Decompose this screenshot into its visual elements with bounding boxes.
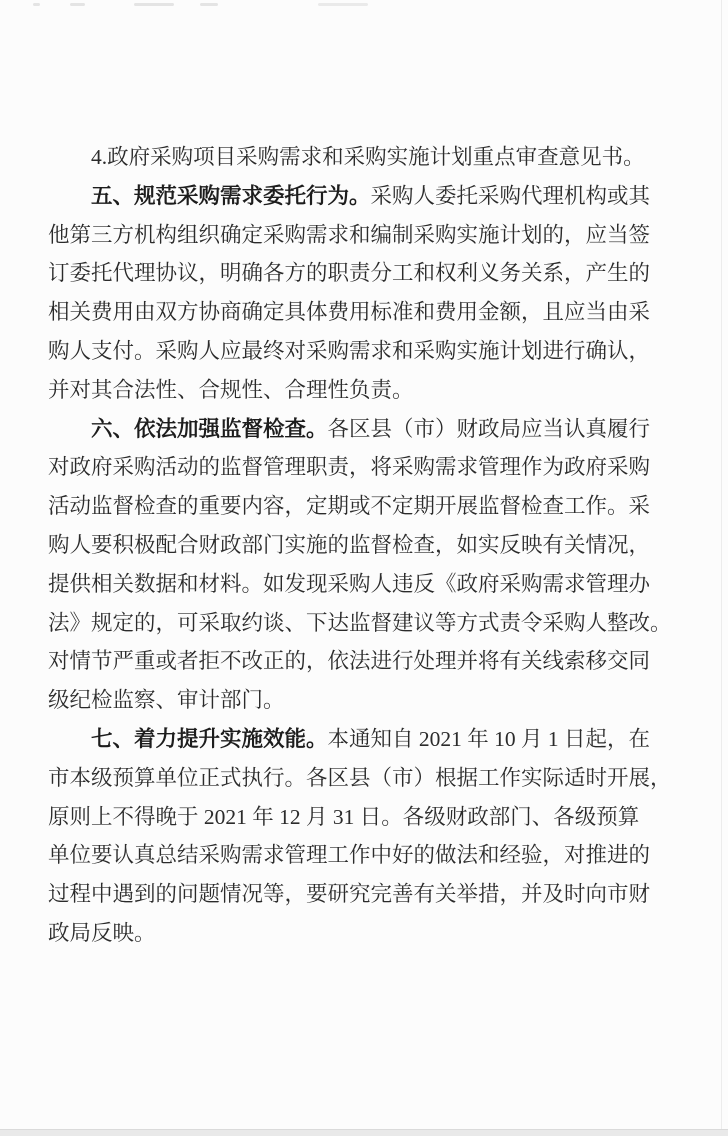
scan-smudge: [33, 3, 40, 6]
page-right-edge: [721, 0, 722, 1136]
text-line: [48, 254, 664, 293]
scan-smudge: [318, 3, 368, 6]
body-text: 订委托代理协议，明确各方的职责分工和权利义务关系，产生的: [48, 261, 651, 286]
section-heading: 五、规范采购需求委托行为。: [91, 183, 371, 209]
body-text: 相关费用由双方协商确定具体费用标准和费用金额，且应当由采: [48, 300, 651, 325]
section-heading: 六、依法加强监督检查。: [91, 416, 328, 442]
text-line: [48, 604, 672, 643]
text-line: [48, 138, 664, 177]
body-text: 4.政府采购项目采购需求和采购实施计划重点审查意见书。: [91, 145, 645, 169]
document-body: [48, 138, 672, 953]
body-text: 过程中遇到的问题情况等，要研究完善有关举措，并及时向市财: [48, 882, 651, 907]
text-line: [48, 642, 664, 681]
body-text: 各区县（市）财政局应当认真履行: [327, 416, 651, 441]
text-line: [48, 759, 672, 798]
text-line: [48, 875, 664, 914]
text-line: [48, 410, 664, 449]
text-line: [48, 216, 664, 255]
body-text: 购人支付。采购人应最终对采购需求和采购实施计划进行确认，: [48, 338, 651, 363]
scan-smudge: [200, 3, 218, 6]
text-line: [48, 836, 664, 875]
body-text: 他第三方机构组织确定采购需求和编制采购实施计划的，应当签: [48, 222, 651, 247]
body-text: 原则上不得晚于 2021 年 12 月 31 日。各级财政部门、各级预算: [48, 804, 640, 829]
text-line: [48, 565, 664, 604]
text-line: [48, 526, 664, 565]
text-line: [48, 293, 664, 332]
text-line: [48, 332, 664, 371]
body-text: 采购人委托采购代理机构或其: [370, 183, 651, 208]
page-edge-shadow: [0, 1129, 728, 1136]
body-text: 法》规定的，可采取约谈、下达监督建议等方式责令采购人整改。: [48, 610, 672, 635]
text-line: [48, 371, 664, 410]
text-line: [48, 914, 664, 953]
body-text: 对政府采购活动的监督管理职责，将采购需求管理作为政府采购: [48, 455, 651, 480]
body-text: 提供相关数据和材料。如发现采购人违反《政府采购需求管理办: [48, 571, 651, 596]
section-heading: 七、着力提升实施效能。: [91, 726, 328, 752]
text-line: [48, 798, 664, 837]
body-text: 活动监督检查的重要内容，定期或不定期开展监督检查工作。采: [48, 494, 651, 519]
body-text: 对情节严重或者拒不改正的，依法进行处理并将有关线索移交同: [48, 649, 651, 674]
body-text: 市本级预算单位正式执行。各区县（市）根据工作实际适时开展，: [48, 765, 672, 790]
text-line: [48, 177, 664, 216]
text-line: [48, 720, 664, 759]
body-text: 政局反映。: [48, 920, 156, 945]
scan-smudge: [134, 3, 174, 6]
body-text: 并对其合法性、合规性、合理性负责。: [48, 377, 414, 402]
scan-smudge: [70, 3, 85, 6]
body-text: 单位要认真总结采购需求管理工作中好的做法和经验，对推进的: [48, 843, 651, 868]
text-line: [48, 448, 664, 487]
body-text: 级纪检监察、审计部门。: [48, 688, 285, 713]
body-text: 购人要积极配合财政部门实施的监督检查，如实反映有关情况，: [48, 532, 651, 557]
text-line: [48, 681, 664, 720]
body-text: 本通知自 2021 年 10 月 1 日起，在: [327, 726, 651, 751]
text-line: [48, 487, 664, 526]
